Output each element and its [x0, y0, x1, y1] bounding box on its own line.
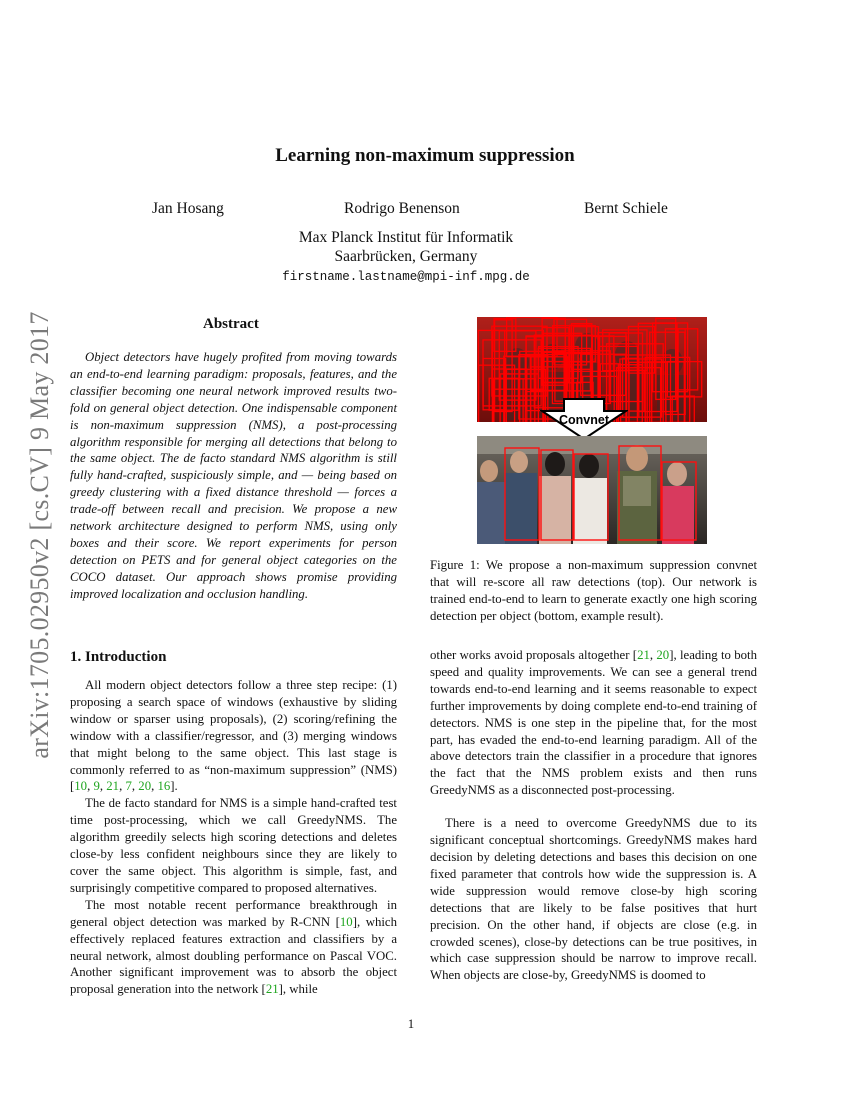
citation-link[interactable]: 21: [265, 982, 279, 997]
citation-link[interactable]: 20: [138, 779, 152, 794]
text-span: The most notable recent performance breakthrough in general object detection was marked by R-CNN [: [70, 897, 397, 929]
figure-caption: Figure 1: We propose a non-maximum suppression convnet that will re-score all raw detections (top). Our network is trained end-to-end to learn to generate exactly one high scoring detection per object (bottom, example result).: [430, 558, 757, 623]
intro-right-column: [430, 647, 757, 984]
text-span: ], leading to both speed and quality improvements. We can see a general trend towards end-to-end learning and it seems reasonable to expect further improvements by doing complete end-to-end training of detectors. NMS is one step in the pipeline that, for the most part, has evaded the end-to-end learning paradigm. All of the above detectors train the classifier in a procedure that ignores the fact that the NMS problem exists and then runs GreedyNMS as a disconnected post-processing.: [430, 648, 757, 798]
citation-link[interactable]: 9: [93, 779, 100, 794]
paper-title: Learning non-maximum suppression: [275, 145, 575, 166]
author-1: Jan Hosang: [152, 200, 224, 217]
abstract-body: [70, 349, 397, 603]
citation-link[interactable]: 7: [125, 779, 132, 794]
citation-link[interactable]: 21: [637, 648, 650, 662]
intro-paragraph-5: There is a need to overcome GreedyNMS due to its significant conceptual shortcomings. GreedyNMS makes hard decision by deleting detections and bases this decision on one fixed parameter that controls how wide the suppression is. A wide suppression would remove close-by high scoring detections that are likely to be false positives that hurt precision. On the other hand, if objects are close (e.g. in crowded scenes), close-by detections can be true positives, in which case suppression should be narrow to improve recall. When objects are close-by, GreedyNMS is doomed to: [430, 816, 757, 983]
citation-link[interactable]: 21: [106, 779, 120, 794]
abstract-paragraph: Object detectors have hugely profited from moving towards an end-to-end learning paradigm: proposals, features, and the classifier becoming one neural network improved results two-fold on general object detection. One indispensable component is non-maximum suppression (NMS), a post-processing algorithm responsible for merging all detections that belong to the same object. The de facto standard NMS algorithm is still fully hand-crafted, suspiciously simple, and — being based on greedy clustering with a fixed distance threshold — forces a trade-off between recall and precision. We propose a new network architecture designed to perform NMS, using only boxes and their score. We report experiments for person detection on PETS and for general object categories on the COCO dataset. Our approach shows promise providing improved localization and occlusion handling.: [70, 350, 397, 601]
figure-result-detections: [477, 436, 707, 544]
author-2: Rodrigo Benenson: [344, 200, 460, 217]
citation-link[interactable]: 10: [74, 779, 88, 794]
author-3: Bernt Schiele: [584, 200, 668, 217]
arxiv-stamp-text: arXiv:1705.02950v2 [cs.CV] 9 May 2017: [25, 311, 54, 759]
introduction-heading: 1. Introduction: [70, 649, 167, 665]
text-span: ], while: [278, 982, 318, 997]
text-span: other works avoid proposals altogether [: [430, 648, 638, 662]
author-email: firstname.lastname@mpi-inf.mpg.de: [282, 270, 530, 284]
arxiv-stamp: [18, 290, 62, 780]
intro-paragraph-2: The de facto standard for NMS is a simple hand-crafted test time post-processing, which we call GreedyNMS. The algorithm greedily selects high scoring detections and deletes close-by less confident neighbours since they are likely to cover the same object. This algorithm is simple, fast, and surprisingly competitive compared to proposed alternatives.: [70, 796, 397, 895]
abstract-heading: Abstract: [203, 316, 259, 332]
intro-left-column: [70, 677, 397, 998]
text-span: ].: [170, 779, 178, 794]
affiliation-city: Saarbrücken, Germany: [334, 248, 478, 265]
affiliation-institute: Max Planck Institut für Informatik: [298, 229, 514, 246]
intro-paragraph-4: other works avoid proposals altogether [21, 20], leading to both speed and quality improvements. We can see a general trend towards end-to-end learning and it seems reasonable to expect further improvements by doing complete end-to-end training of detectors. NMS is one step in the pipeline that, for the most part, has evaded the end-to-end learning paradigm. All of the above detectors train the classifier in a procedure that ignores the fact that the NMS problem exists and then runs GreedyNMS as a disconnected post-processing.: [430, 648, 757, 798]
page-number: 1: [407, 1017, 415, 1031]
citation-link[interactable]: 10: [339, 914, 353, 929]
intro-paragraph-1: All modern object detectors follow a three step recipe: (1) proposing a search space of windows (exhaustive by sliding window or sparser using proposals), (2) scoring/refining the window with a classifier/regressor, and (3) merging windows that might belong to the same object. This last stage is commonly referred to as “non-maximum suppression” (NMS) [10, 9, 21, 7, 20, 16].: [70, 678, 397, 794]
citation-link[interactable]: 16: [157, 779, 171, 794]
text-span: ], which effectively replaced features extraction and classifiers by a neural network, almost doubling performance on Pascal VOC. Another significant improvement was to absorb the object proposal generation into the network [: [70, 914, 397, 997]
convnet-label: Convnet: [559, 413, 609, 427]
intro-paragraph-3: [70, 897, 397, 998]
result-detections-image: [477, 436, 707, 544]
text-span: All modern object detectors follow a three step recipe: (1) proposing a search space of windows (exhaustive by sliding window or sparser using proposals), (2) scoring/refining the window with a classifier/regressor, and (3) merging windows that might belong to the same object. This last stage is commonly referred to as “non-maximum suppression” (NMS) [: [70, 678, 397, 794]
citation-link[interactable]: 20: [656, 648, 670, 662]
